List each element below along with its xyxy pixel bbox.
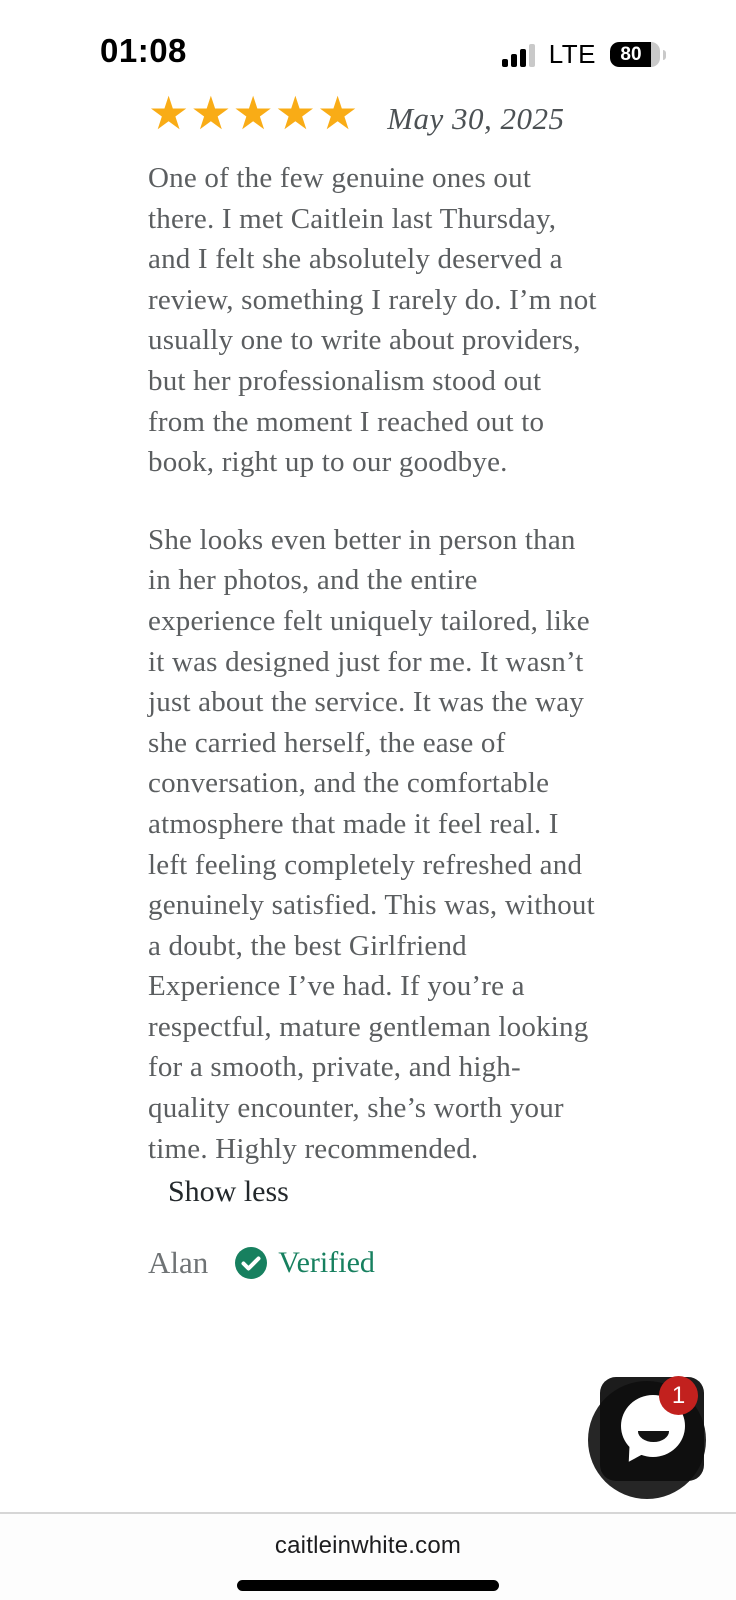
chat-unread-badge: 1 xyxy=(659,1376,698,1415)
review-author-row xyxy=(148,1245,600,1281)
cellular-signal-icon xyxy=(502,43,535,67)
url-domain[interactable]: caitleinwhite.com xyxy=(274,1532,462,1559)
review-date: May 30, 2025 xyxy=(387,101,565,136)
battery-icon xyxy=(610,42,660,67)
status-time: 01:08 xyxy=(100,32,187,69)
status-bar xyxy=(0,0,736,76)
verified-check-icon xyxy=(234,1246,268,1280)
review-header xyxy=(148,88,600,140)
verified-badge xyxy=(234,1246,375,1280)
battery-cap xyxy=(663,50,666,60)
browser-bottom-bar xyxy=(0,1512,736,1600)
review-card xyxy=(148,88,600,1281)
chat-widget-button[interactable] xyxy=(600,1377,704,1481)
reviewer-name: Alan xyxy=(148,1245,209,1281)
network-label: LTE xyxy=(548,39,596,69)
review-paragraph-1: One of the few genuine ones out there. I met Caitlein last Thursday, and I felt she absolutely deserved a review, something I rarely do. I’m not usually one to write about providers, but her professionalism stood out from the moment I reached out to book, right up to our goodbye. xyxy=(148,162,597,479)
star-rating-icon: ★★★★★ xyxy=(148,88,360,139)
battery-percent: 80 xyxy=(620,43,642,65)
chat-bubble-smile xyxy=(638,1431,669,1442)
show-less-link[interactable]: Show less xyxy=(168,1175,289,1209)
home-indicator[interactable] xyxy=(237,1580,499,1591)
status-bar-right xyxy=(502,39,666,70)
review-paragraph-2: She looks even better in person than in her photos, and the entire experience felt uniquely tailored, like it was designed just for me. It wasn’t just about the service. It was the way she carried herself, the ease of conversation, and the comfortable atmosphere that made it feel real. I left feeling completely refreshed and genuinely satisfied. This was, without a doubt, the best Girlfriend Experience I’ve had. If you’re a respectful, mature gentleman looking for a smooth, private, and high-quality encounter, she’s worth your time. Highly recommended. xyxy=(148,523,595,1165)
verified-label: Verified xyxy=(278,1246,375,1280)
